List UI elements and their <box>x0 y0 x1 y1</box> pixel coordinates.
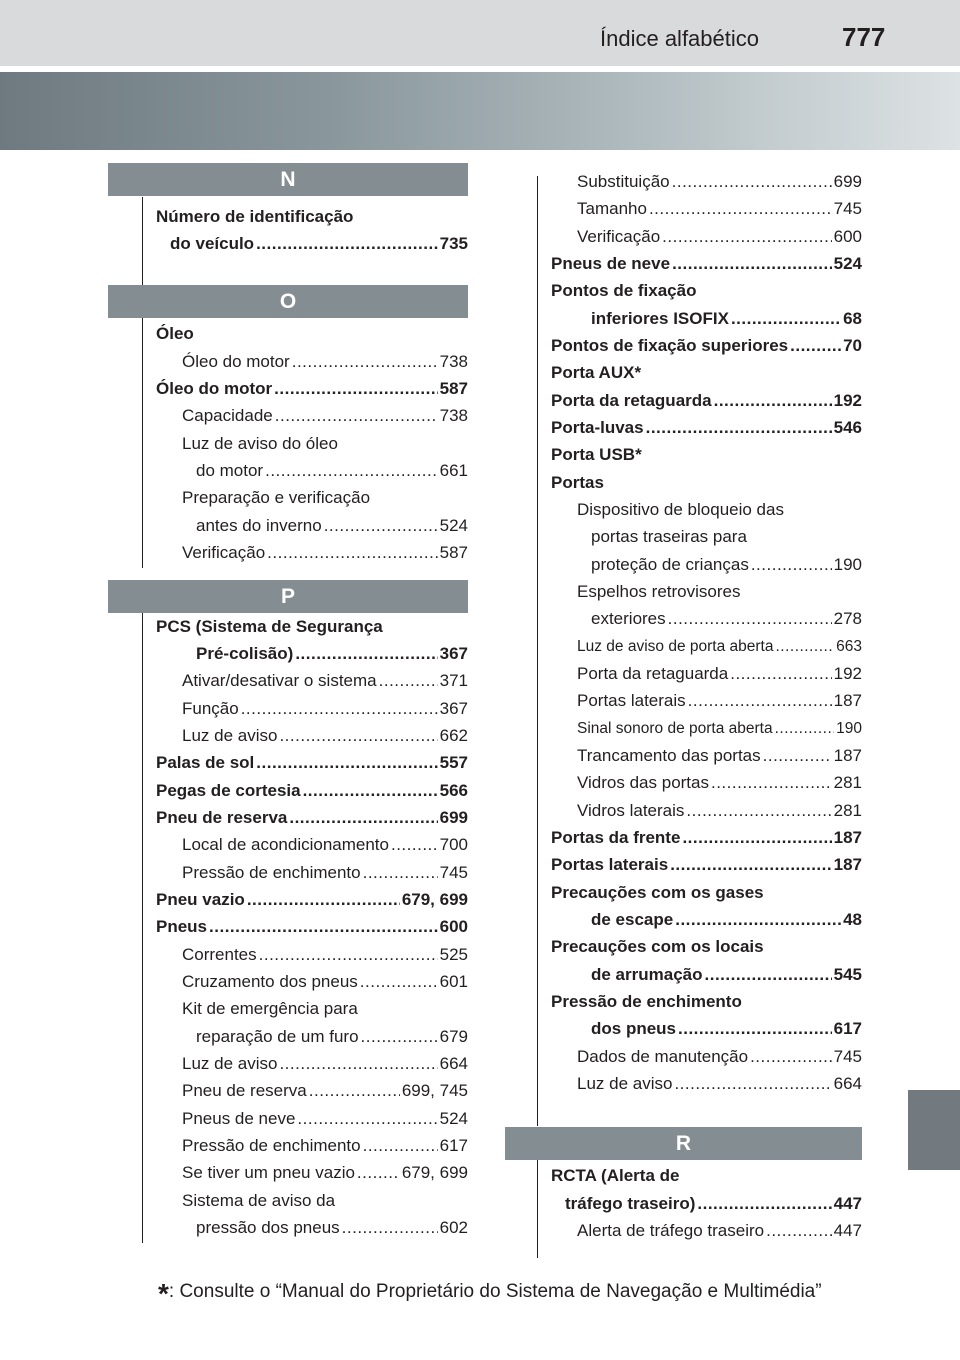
index-entry: do veículo ..... 735 <box>170 230 468 257</box>
index-entry: Alerta de tráfego traseiro ..... 447 <box>577 1217 862 1244</box>
index-entry: Óleo do motor ..... 738 <box>182 348 468 375</box>
index-entry: Se tiver um pneu vazio ..... 679, 699 <box>182 1159 468 1186</box>
index-entry: Porta da retaguarda ..... 192 <box>577 660 862 687</box>
section-title: Índice alfabético <box>600 26 759 51</box>
index-entry: Verificação ..... 587 <box>182 539 468 566</box>
index-entry: Porta-luvas ..... 546 <box>551 414 862 441</box>
index-entry: exteriores ..... 278 <box>591 605 862 632</box>
index-entry: Trancamento das portas ..... 187 <box>577 742 862 769</box>
right-column-rule <box>537 1160 538 1258</box>
index-entry: Verificação ..... 600 <box>577 223 862 250</box>
index-entry: dos pneus ..... 617 <box>591 1015 862 1042</box>
index-entry: antes do inverno ..... 524 <box>196 512 468 539</box>
letter-heading-n: N <box>108 163 468 196</box>
index-entry: do motor ..... 661 <box>196 457 468 484</box>
index-entry: Porta USB* <box>551 445 642 464</box>
index-entry: Luz de aviso de porta aberta ..... 663 <box>577 633 862 660</box>
index-entry: Porta da retaguarda ..... 192 <box>551 387 862 414</box>
index-entry: Vidros das portas ..... 281 <box>577 769 862 796</box>
left-column-rule <box>142 318 143 568</box>
index-entry: Número de identificação <box>156 207 354 226</box>
index-entry: Luz de aviso ..... 664 <box>182 1050 468 1077</box>
index-entry: PCS (Sistema de Segurança <box>156 617 383 636</box>
index-entry: Óleo <box>156 324 194 343</box>
index-entry: Pressão de enchimento <box>551 992 742 1011</box>
index-entry: Luz de aviso ..... 662 <box>182 722 468 749</box>
index-entry: Pneu de reserva ..... 699, 745 <box>182 1077 468 1104</box>
index-entry: Portas laterais ..... 187 <box>577 687 862 714</box>
index-entry: Cruzamento dos pneus ..... 601 <box>182 968 468 995</box>
index-entry: Ativar/desativar o sistema ..... 371 <box>182 667 468 694</box>
index-entry: Dados de manutenção ..... 745 <box>577 1043 862 1070</box>
index-entry: Palas de sol ..... 557 <box>156 749 468 776</box>
index-entry: Espelhos retrovisores <box>577 582 741 601</box>
index-entry: Precauções com os gases <box>551 883 764 902</box>
header-banner <box>0 72 960 150</box>
index-entry: proteção de crianças ..... 190 <box>591 551 862 578</box>
index-entry: Portas da frente ..... 187 <box>551 824 862 851</box>
index-entry: reparação de um furo ..... 679 <box>196 1023 468 1050</box>
index-entry: Pneu vazio ..... 679, 699 <box>156 886 468 913</box>
index-entry: Portas laterais ..... 187 <box>551 851 862 878</box>
index-entry: RCTA (Alerta de <box>551 1166 680 1185</box>
index-entry: Luz de aviso ..... 664 <box>577 1070 862 1097</box>
letter-heading-p: P <box>108 580 468 613</box>
chapter-tab <box>908 1090 960 1170</box>
index-entry: Kit de emergência para <box>182 999 358 1018</box>
index-entry: Pneu de reserva ..... 699 <box>156 804 468 831</box>
index-entry: Pressão de enchimento ..... 617 <box>182 1132 468 1159</box>
header-bar <box>0 0 960 66</box>
letter-heading-o: O <box>108 285 468 318</box>
index-entry: pressão dos pneus ..... 602 <box>196 1214 468 1241</box>
index-entry: Pontos de fixação superiores ..... 70 <box>551 332 862 359</box>
index-entry: Pneus de neve ..... 524 <box>182 1105 468 1132</box>
index-entry: Porta AUX* <box>551 363 642 382</box>
index-entry: Precauções com os locais <box>551 937 764 956</box>
index-entry: de escape ..... 48 <box>591 906 862 933</box>
index-entry: Tamanho ..... 745 <box>577 195 862 222</box>
footnote-text: : Consulte o “Manual do Proprietário do Sistema de Navegação e Multimédia” <box>168 1281 822 1302</box>
left-column-rule <box>142 613 143 1243</box>
index-entry: tráfego traseiro) ..... 447 <box>565 1190 862 1217</box>
footnote-star: * <box>158 1278 169 1309</box>
index-entry: Dispositivo de bloqueio das <box>577 500 784 519</box>
index-entry: Substituição ..... 699 <box>577 168 862 195</box>
page-number: 777 <box>842 22 886 52</box>
index-entry: Capacidade ..... 738 <box>182 402 468 429</box>
index-entry: Portas <box>551 473 604 492</box>
index-entry: Pneus ..... 600 <box>156 913 468 940</box>
footnote <box>158 1278 822 1310</box>
index-entry: Preparação e verificação <box>182 488 371 507</box>
right-column-rule <box>537 176 538 1126</box>
index-entry: de arrumação ..... 545 <box>591 961 862 988</box>
index-entry: Pré-colisão) ..... 367 <box>196 640 468 667</box>
index-entry: Sinal sonoro de porta aberta ..... 190 <box>577 715 862 742</box>
index-entry: Vidros laterais ..... 281 <box>577 797 862 824</box>
index-entry: Sistema de aviso da <box>182 1191 336 1210</box>
index-entry: Função ..... 367 <box>182 695 468 722</box>
index-entry: Óleo do motor ..... 587 <box>156 375 468 402</box>
letter-heading-r: R <box>505 1127 862 1160</box>
index-entry: Luz de aviso do óleo <box>182 434 338 453</box>
index-entry: portas traseiras para <box>591 527 747 546</box>
index-entry: Correntes ..... 525 <box>182 941 468 968</box>
index-entry: Pegas de cortesia ..... 566 <box>156 777 468 804</box>
index-entry: inferiores ISOFIX ..... 68 <box>591 305 862 332</box>
index-entry: Pressão de enchimento ..... 745 <box>182 859 468 886</box>
left-column-rule <box>142 197 143 285</box>
index-entry: Pontos de fixação <box>551 281 697 300</box>
index-entry: Pneus de neve ..... 524 <box>551 250 862 277</box>
index-entry: Local de acondicionamento ..... 700 <box>182 831 468 858</box>
